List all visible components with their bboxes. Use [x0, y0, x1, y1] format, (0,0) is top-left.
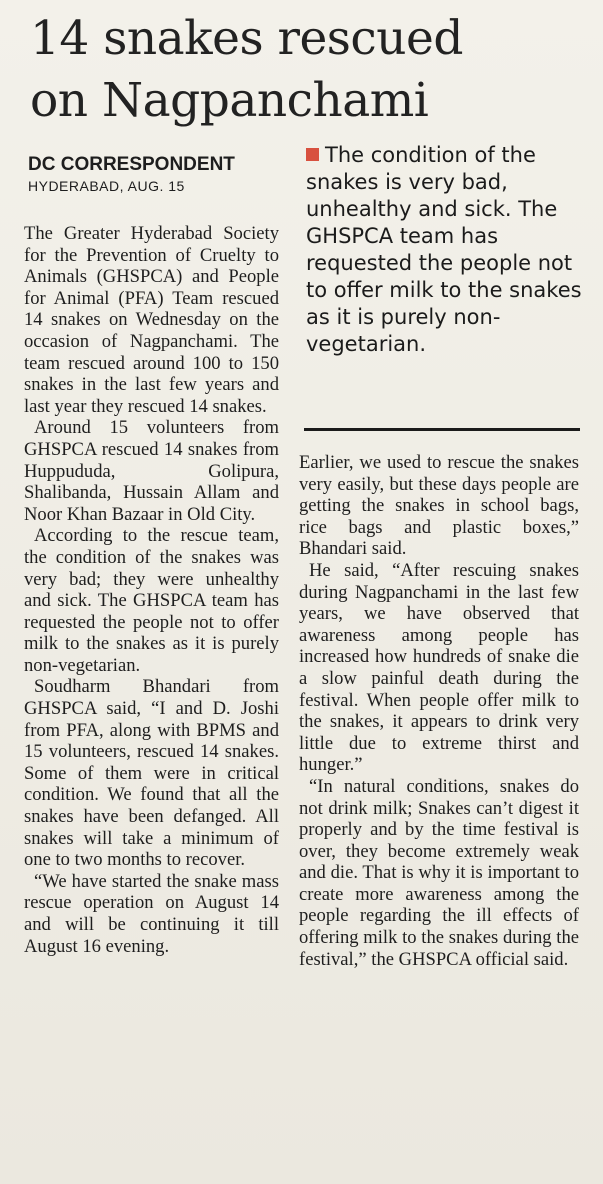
- headline: [30, 8, 590, 132]
- paragraph: He said, “After rescuing snakes during Nagpanchami in the last few years, we have observed that awareness among people has increased how hundreds of snake die a slow painful death during the festival. When people offer milk to the snakes, it appears to drink very little due to extreme thirst and hunger.”: [299, 559, 579, 776]
- divider-rule: [304, 428, 580, 431]
- headline-line-2: on Nagpanchami: [30, 73, 429, 128]
- paragraph: According to the rescue team, the condition of the snakes was very bad; they were unhealthy and sick. The GHSPCA team has requested the people not to offer milk to the snakes as it is purely non-vegetarian.: [24, 525, 279, 676]
- right-column: [299, 452, 579, 970]
- bullet-square-icon: [306, 148, 319, 161]
- paragraph: Earlier, we used to rescue the snakes very easily, but these days people are getting the snakes in school bags, rice bags and plastic boxes,” Bhandari said.: [299, 452, 579, 560]
- byline: DC CORRESPONDENT: [28, 154, 235, 175]
- paragraph: Soudharm Bhandari from GHSPCA said, “I and D. Joshi from PFA, along with BPMS and 15 volunteers, rescued 14 snakes. Some of them were in critical condition. We found that all the snakes have been defanged. All snakes will take a minimum of one to two months to recover.: [24, 676, 279, 871]
- pull-quote: [306, 142, 586, 358]
- pull-quote-text: The condition of the snakes is very bad, unhealthy and sick. The GHSPCA team has requested the people not to offer milk to the snakes as it is purely non-vegetarian.: [306, 143, 582, 356]
- paragraph: The Greater Hyderabad Society for the Prevention of Cruelty to Animals (GHSPCA) and People for Animal (PFA) Team rescued 14 snakes on Wednesday on the occasion of Nagpanchami. The team rescued around 100 to 150 snakes in the last few years and last year they rescued 14 snakes.: [24, 223, 279, 417]
- paragraph: Around 15 volunteers from GHSPCA rescued 14 snakes from Huppududa, Golipura, Shalibanda, Hussain Allam and Noor Khan Bazaar in Old City.: [24, 417, 279, 525]
- paragraph: “We have started the snake mass rescue operation on August 14 and will be continuing it till August 16 evening.: [24, 870, 279, 957]
- byline-block: [28, 154, 293, 196]
- paragraph: “In natural conditions, snakes do not drink milk; Snakes can’t digest it properly and by the time festival is over, they become extremely weak and die. That is why it is important to create more awareness among the people regarding the ill effects of offering milk to the snakes during the festival,” the GHSPCA official said.: [299, 775, 579, 970]
- dateline: HYDERABAD, AUG. 15: [28, 178, 185, 194]
- headline-line-1: 14 snakes rescued: [30, 11, 463, 66]
- left-column: [24, 223, 279, 957]
